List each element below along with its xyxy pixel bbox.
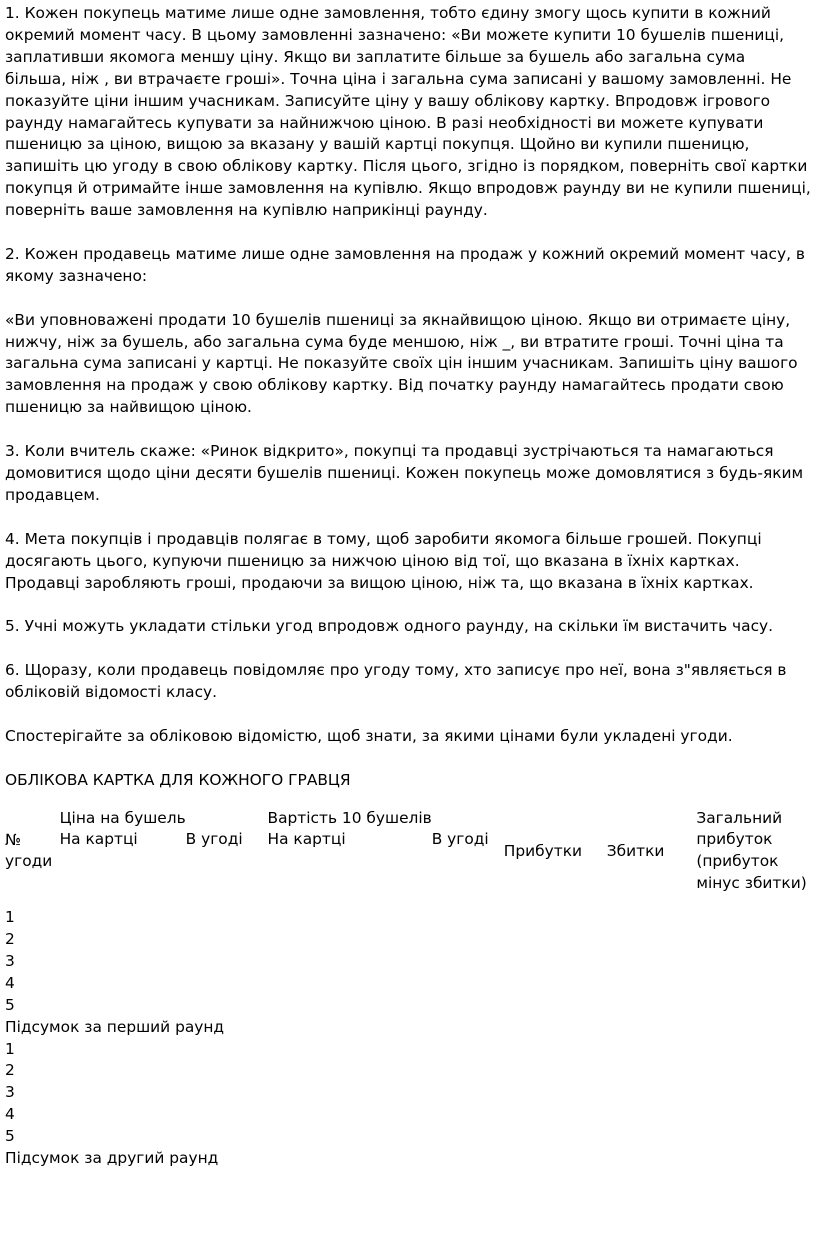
rule-4-paragraph: 4. Мета покупців і продавців полягає в тому, щоб заробити якомога більше грошей. Покупці досягають цього, купуючи пшеницю за нижчою ціною від тої, що вказана в їхніх картках. Продавці заробляють гроші, продаючи за вищою ціною, ніж та, що вказана в їхніх картках. [5,529,762,592]
rule-5-paragraph: 5. Учні можуть укладати стільки угод впродовж одного раунду, на скільки їм вистачить часу. [5,617,774,636]
table-row [5,973,811,995]
price-group-header: Ціна на бушель [59,808,186,827]
round2-deal-3: 3 [5,1083,15,1102]
value-in-deal-label: В угоді [431,830,489,849]
net-profit-header: Загальний прибуток (прибуток мінус збитки) [696,808,807,893]
profit-header [504,808,607,896]
table-row [5,1082,811,1104]
table-row [5,907,811,929]
table-row [5,1017,811,1039]
value-on-card-label: На картці [267,830,346,849]
round1-deal-1: 1 [5,908,15,927]
deal-number-header: № угоди [5,830,53,871]
loss-header [607,808,697,896]
loss-label: Збитки [606,841,665,860]
document-body [5,3,811,1170]
record-card-table [5,808,811,1171]
table-row [5,951,811,973]
table-row [5,1060,811,1082]
round2-deal-4: 4 [5,1105,15,1124]
seller-order-quote: «Ви уповноважені продати 10 бушелів пшениці за якнайвищою ціною. Якщо ви отримаєте ціну, нижчу, ніж за бушель, або загальна сума буде меншою, ніж _, ви втратите гроші. Точні ціна та загальна сума записані у картці. Не показуйте своїх цін іншим учасникам. Запишіть ціну вашого замовлення на продаж у свою облікову картку. Від початку раунду намагайтесь продати свою пшеницю за найвищою ціною. [5,310,798,417]
round2-total: Підсумок за другий раунд [5,1149,219,1168]
price-in-deal-label: В угоді [185,830,243,849]
table-row [5,1039,811,1061]
profit-label: Прибутки [503,841,583,860]
round1-total: Підсумок за перший раунд [5,1017,225,1036]
round1-deal-5: 5 [5,995,15,1014]
price-deal-header [186,808,268,896]
round1-deal-3: 3 [5,951,15,970]
table-row [5,995,811,1017]
table-row [5,1148,811,1170]
table-row [5,929,811,951]
price-on-card-label: На картці [59,830,138,849]
round2-deal-2: 2 [5,1061,15,1080]
round1-deal-4: 4 [5,973,15,992]
rule-1-paragraph: 1. Кожен покупець матиме лише одне замовлення, тобто єдину змогу щось купити в кожний окремий момент часу. В цьому замовленні зазначено: «Ви можете купити 10 бушелів пшениці, заплативши якомога меншу ціну. Якщо ви заплатите більше за бушель або загальна сума більша, ніж , ви втрачаєте гроші». Точна ціна і загальна сума записані у вашому замовленні. Не показуйте ціни іншим учасникам. Записуйте ціну у вашу облікову картку. Впродовж ігрового раунду намагайтесь купувати за найнижчою ціною. В разі необхідності ви можете купувати пшеницю за ціною, вищою за вказану у вашій картці покупця. Щойно ви купили пшеницю, запишіть цю угоду в свою облікову картку. Після цього, згідно із порядком, поверніть свої картки покупця й отримайте інше замовлення на купівлю. Якщо впродовж раунду ви не купили пшениці, поверніть ваше замовлення на купівлю наприкінці раунду. [5,4,811,220]
value-group-header: Вартість 10 бушелів [267,808,432,827]
observe-paragraph: Спостерігайте за обліковою відомістю, щоб знати, за якими цінами були укладені угоди. [5,726,733,745]
table-row [5,1104,811,1126]
value-card-header [268,808,432,896]
round2-deal-1: 1 [5,1039,15,1058]
rule-2-paragraph: 2. Кожен продавець матиме лише одне замовлення на продаж у кожний окремий момент часу, в якому зазначено: [5,244,805,285]
rule-6-paragraph: 6. Щоразу, коли продавець повідомляє про угоду тому, хто записує про неї, вона з"являється в обліковій відомості класу. [5,661,787,701]
rule-3-paragraph: 3. Коли вчитель скаже: «Ринок відкрито», покупці та продавці зустрічаються та намагаються домовитися щодо ціни десяти бушелів пшениці. Кожен покупець може домовлятися з будь-яким продавцем. [5,442,804,504]
round1-deal-2: 2 [5,930,15,949]
table-header-row [5,808,811,896]
price-card-header [60,808,186,896]
record-card-title: ОБЛІКОВА КАРТКА ДЛЯ КОЖНОГО ГРАВЦЯ [5,770,351,789]
round2-deal-5: 5 [5,1127,15,1146]
table-row [5,1126,811,1148]
value-deal-header [432,808,504,896]
